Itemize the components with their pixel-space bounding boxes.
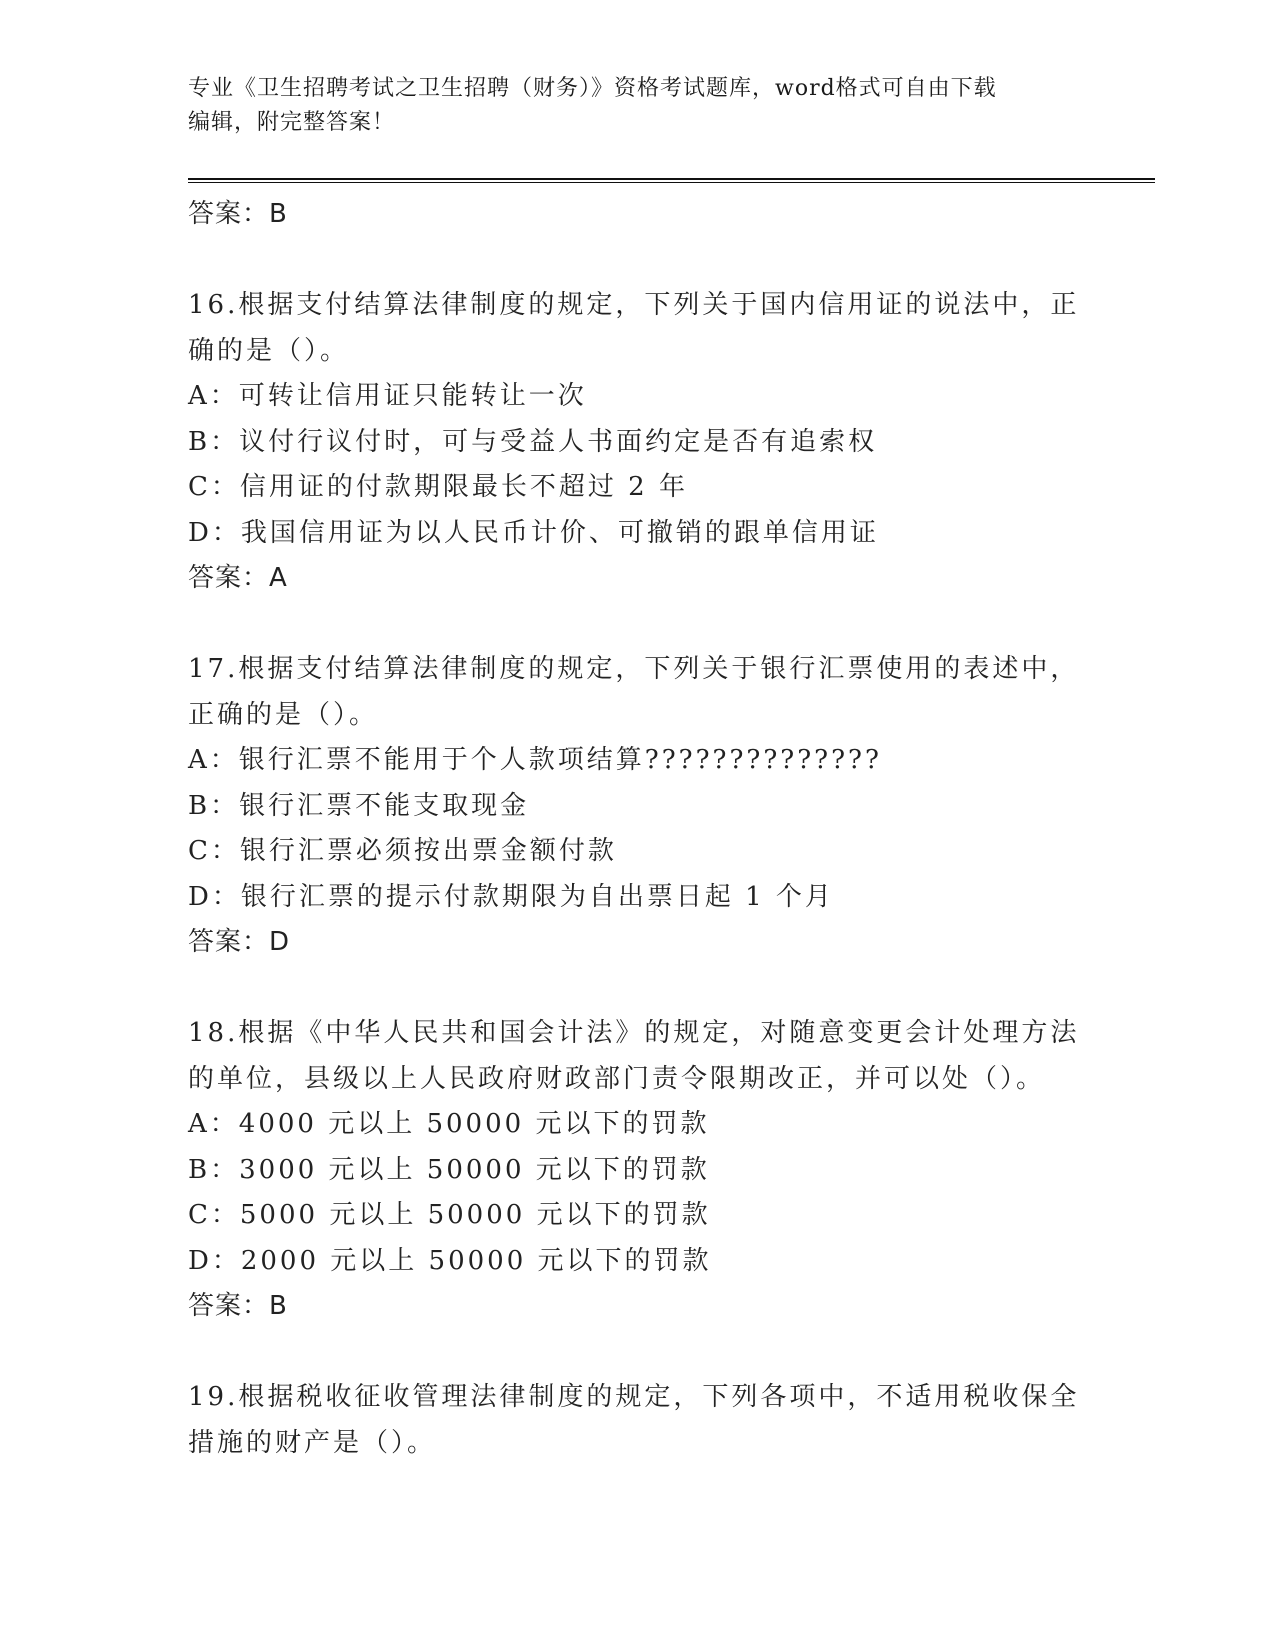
question-stem: 17.根据支付结算法律制度的规定，下列关于银行汇票使用的表述中， bbox=[188, 654, 1080, 684]
question-stem: 16.根据支付结算法律制度的规定，下列关于国内信用证的说法中，正 bbox=[188, 290, 1080, 320]
option-a: A：4000 元以上 50000 元以下的罚款 bbox=[188, 1109, 710, 1139]
spacer bbox=[188, 238, 1088, 284]
option-c: C：信用证的付款期限最长不超过 2 年 bbox=[188, 472, 688, 502]
option-b: B：议付行议付时，可与受益人书面约定是否有追索权 bbox=[188, 426, 878, 457]
option-c: C：银行汇票必须按出票金额付款 bbox=[188, 836, 617, 866]
option-a: A：银行汇票不能用于个人款项结算?????????????? bbox=[188, 745, 882, 775]
header-divider bbox=[188, 178, 1155, 183]
question-stem: 18.根据《中华人民共和国会计法》的规定，对随意变更会计处理方法 bbox=[188, 1018, 1080, 1048]
option-c: C：5000 元以上 50000 元以下的罚款 bbox=[188, 1200, 711, 1230]
answer-line: 答案：B bbox=[188, 199, 288, 229]
header-line-2: 编辑，附完整答案！ bbox=[188, 110, 396, 135]
question-stem: 的单位，县级以上人民政府财政部门责令限期改正，并可以处（）。 bbox=[188, 1063, 1046, 1094]
question-stem: 正确的是（）。 bbox=[188, 699, 379, 730]
question-16 bbox=[188, 283, 1088, 602]
spacer bbox=[188, 602, 1088, 648]
question-stem: 确的是（）。 bbox=[188, 335, 350, 366]
spacer bbox=[188, 1330, 1088, 1376]
document-body bbox=[188, 192, 1088, 1466]
question-19 bbox=[188, 1375, 1088, 1466]
question-18 bbox=[188, 1011, 1088, 1330]
question-stem: 19.根据税收征收管理法律制度的规定，下列各项中，不适用税收保全 bbox=[188, 1382, 1080, 1412]
option-b: B：银行汇票不能支取现金 bbox=[188, 790, 530, 821]
answer-line: 答案：B bbox=[188, 1291, 288, 1321]
option-d: D：银行汇票的提示付款期限为自出票日起 1 个月 bbox=[188, 881, 834, 912]
question-17 bbox=[188, 647, 1088, 966]
option-b: B：3000 元以上 50000 元以下的罚款 bbox=[188, 1154, 710, 1185]
header-line-1: 专业《卫生招聘考试之卫生招聘（财务）》资格考试题库，word格式可自由下载 bbox=[188, 76, 997, 101]
spacer bbox=[188, 966, 1088, 1012]
option-d: D：我国信用证为以人民币计价、可撤销的跟单信用证 bbox=[188, 517, 879, 548]
option-a: A：可转让信用证只能转让一次 bbox=[188, 381, 587, 411]
question-stem: 措施的财产是（）。 bbox=[188, 1427, 437, 1458]
answer-line: 答案：D bbox=[188, 927, 291, 957]
option-d: D：2000 元以上 50000 元以下的罚款 bbox=[188, 1245, 712, 1276]
document-header bbox=[188, 72, 1088, 140]
answer-line: 答案：A bbox=[188, 563, 288, 593]
